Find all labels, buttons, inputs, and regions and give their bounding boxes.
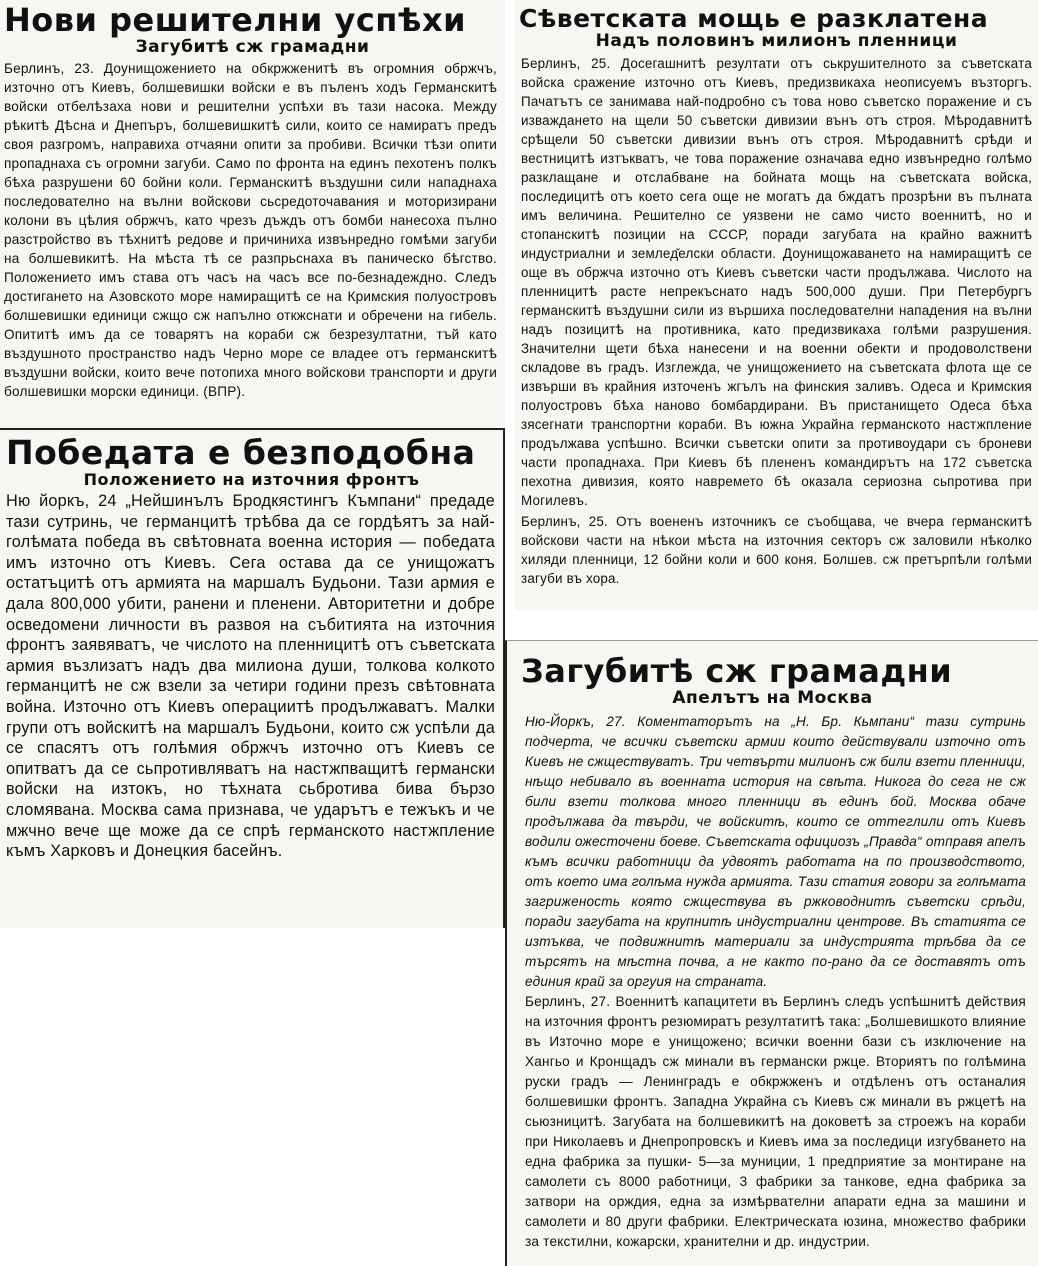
article-clipping-victory	[0, 428, 505, 928]
article-body: Ню йоркъ, 24 „Нейшинълъ Бродкястингъ Къмпани“ предаде тази сутринь, че германцитѣ трѣбва да се гордѣятъ за най-голѣмата победа въ свѣтовната военна история — победата имъ източно отъ Киевъ. Сега остава да се унищожатъ остатъцитѣ отъ армията на маршалъ Будьони. Тази армия е дала 800,000 убити, ранени и пленени. Авторитетни и добре осведомени личности въ развоя на събитията на източния фронтъ заявяватъ, че числото на пленницитѣ отъ съветската армия възлизатъ надъ два милиона души, толкова колкото германцитѣ не сж взели за четири години презъ свѣтовната война. Източно отъ Киевъ операциитѣ продължаватъ. Малки групи отъ войскитѣ на маршалъ Будьони, които сж успѣли да се спасятъ отъ голѣмия обржчъ източно отъ Киевъ се опитватъ да се сьпротивляватъ на настжпващитѣ германски войски на изтокъ, но тѣхната сьбротива бива бързо сломявана. Москва сама признава, че ударътъ е тежъкъ и че мжчно вече ще може да се спрѣ германското настжпление къмъ Харковъ и Донецкия басейнъ.	[6, 492, 495, 861]
headline: Сѣветската мощь е разклатена	[519, 4, 989, 33]
subheadline: Надъ половинъ милионъ пленници	[595, 31, 958, 52]
headline: Загубитѣ сж грамадни	[521, 652, 953, 690]
article-clipping-soviet-power	[515, 0, 1038, 610]
subheadline: Апелътъ на Москва	[672, 687, 873, 708]
subheadline: Загубитѣ сж грамадни	[135, 36, 370, 57]
subheadline: Положението на източния фронтъ	[83, 469, 420, 489]
article-body-second: Берлинъ, 25. Отъ воененъ източникъ се съобщава, че вчера германскитѣ войскови части на нѣкои мѣста на източния секторъ сж заловили нѣколко хиляди пленници, 12 бойни коли и 600 коня. Болшев. сж претърпѣли голѣми загуби въ хора.	[521, 513, 1032, 586]
headline: Нови решителни успѣхи	[4, 1, 466, 39]
article-body: Берлинъ, 23. Доунищожението на обкржженитѣ въ огромния обржчъ, източно отъ Киевъ, болшевишки войски е въ пъленъ ходъ Германскитѣ войски отбелѣзаха нови и решителни успѣхи въ тази насока. Между рѣкитѣ Дѣсна и Днепъръ, болшевишкитѣ сили, които се намиратъ предъ своя разгромъ, направиха отчаяни опити за пробиви. Всички тѣзи опити пропаднаха съ огромни загуби. Само по фронта на единъ пехотенъ полкъ бѣха разрушени 60 бойни коли. Германскитѣ въздушни сили нападнаха последователно на вълни войскови сьсредоточавания и моторизирани колони въ цѣлия обржчъ, като чрезъ дъждъ отъ бомби нанесоха пълно разстройство въ тѣхнитѣ редове и причиниха извънредно гомѣми загуби на болшевикитѣ. На мѣста тѣ се разпрьснаха въ паническо бѣгство. Положението имъ става отъ часъ на часъ все по-безнадеждно. Следъ достигането на Азовското море намиращитѣ се на Кримския полуостровъ болшевишки единици сжщо сж напълно откжснати и обречени на гибель. Опититѣ имъ да се товарятъ на кораби сж безрезултатни, тъй като въздушното пространство надъ Черно море се владее отъ германскитѣ въздушни войски, които вече потопиха много войскови транспорти и други болшевишки морски единици. (ВПР).	[4, 61, 497, 400]
headline: Победата е безподобна	[6, 433, 476, 472]
article-clipping-losses	[505, 640, 1038, 1266]
article-body: Ню-Йоркъ, 27. Коментаторътъ на „Н. Бр. Кьмпани“ тази сутринь подчерта, че всички съветски армии които действували източно отъ Киевъ не сжществуватъ. Три четвърти милионъ сж били взети пленници, нѣщо небивало въ военната история на свѣта. Никога до сега не сж били взети толкова много пленници въ единъ бой. Москва обаче продължава да твърди, че войскитѣ, които се оттеглили отъ Киевъ водили ожесточени боеве. Съветската официозъ „Правда“ отправя апелъ къмъ всички работници да удвоятъ работата на по производството, отъ което има голѣма нужда армията. Тази статия говори за голѣмата загриженость която сжществува въ ржководнитѣ съветски срѣди, поради загубата на крупнитѣ индустриални центрове. Въ статията се изтъква, че подвижнитѣ материали за индустрията трѣбва да се търсятъ на мѣстна почва, а не както по-рано да се доставятъ отъ единия край за оргуия на страната.	[525, 714, 1026, 990]
article-body: Берлинъ, 25. Досегашнитѣ резултати отъ ськрушителното за съветската войска сражение източно отъ Киевъ, предизвикаха неописуемъ възторгъ. Пачатътъ се занимава най-подробно съ това ново съветско поражение и съ изваждането на щели 50 съветски дивизии вънъ отъ строя. Мѣродавнитѣ срѣщели 50 съветски дивизии вънъ отъ строя. Мѣродавнитѣ срѣди и вестницитѣ изтъкватъ, че това поражение означава едно извънредно голѣмо разклащане и отслабване на бойната мощь на съветската войска, последицитѣ отъ което сега още не могатъ да бждатъ прозрѣни въ пълната имъ величина. Решително се уязвени не само чисто военнитѣ, но и стопанскитѣ позиции на СССР, поради загубата на крайно важнитѣ индустриални и землед̆елски области. Доунищожаването на намиращитѣ се още въ обржча източно отъ Киевъ съветски части продължава. Числото на пленницитѣ расте непрекъснато надъ 500,000 души. При Петербургъ германскитѣ въздушни сили из вършиха последователни нападения на вълни надъ позицитѣ на противника, като предизвикаха голѣми разрушения. Значителни щети бѣха нанесени и на военни обекти и продоволствени складове въ градъ. Изглежда, че унищожението на съветската флота ще се извърши въ крайния източенъ жгълъ на финския заливъ. Одеса и Кримския полуостровъ бѣха наново бомбардирани. Въ пристанището Одеса бѣха зясегнати транспортни кораби. Въ южна Украйна германското настжпление продължава успѣшно. Всички съветски опити за противоудари съ броневи части пропаднаха. При Киевъ бѣ плененъ командирътъ на 172 съветска пехотна дивизия, която навремето бѣ оказала сериозна сьпротива при Могилевъ.	[521, 55, 1032, 508]
article-clipping-new-successes	[0, 0, 505, 428]
article-body-second: Берлинъ, 27. Военнитѣ капацитети въ Берлинъ следъ успѣшнитѣ действия на източния фронтъ резюмиратъ резултатитѣ така: „Болшевишкото влияние въ Източно море е унищожено; всички военни бази съ изключение на Хангьо и Кронщадъ сж минали въ германски ржце. Вториятъ по голѣмина руски градъ — Ленинградъ е обкржженъ и отдѣленъ отъ останалия болшевишки фронтъ. Западна Украйна съ Киевъ сж минали въ ржцетѣ на сьюзницитѣ. Загубата на болшевикитѣ на доковетѣ за строежъ на кораби при Николаевъ и Днепропровскъ и Киевъ има за последици изгубването на една фабрика за пушки- 5—за муниции, 1 предприятие за монтиране на самолети съ 8000 работници, 3 фабрики за танкове, една фабрика за затвори на орждия, една за измѣрвателни апарати една за машини и самолети и 80 други фабрики. Електрическата юзина, множество фабрики за текстилни, кожарски, хранителни и др. индустрии.	[525, 994, 1026, 1250]
